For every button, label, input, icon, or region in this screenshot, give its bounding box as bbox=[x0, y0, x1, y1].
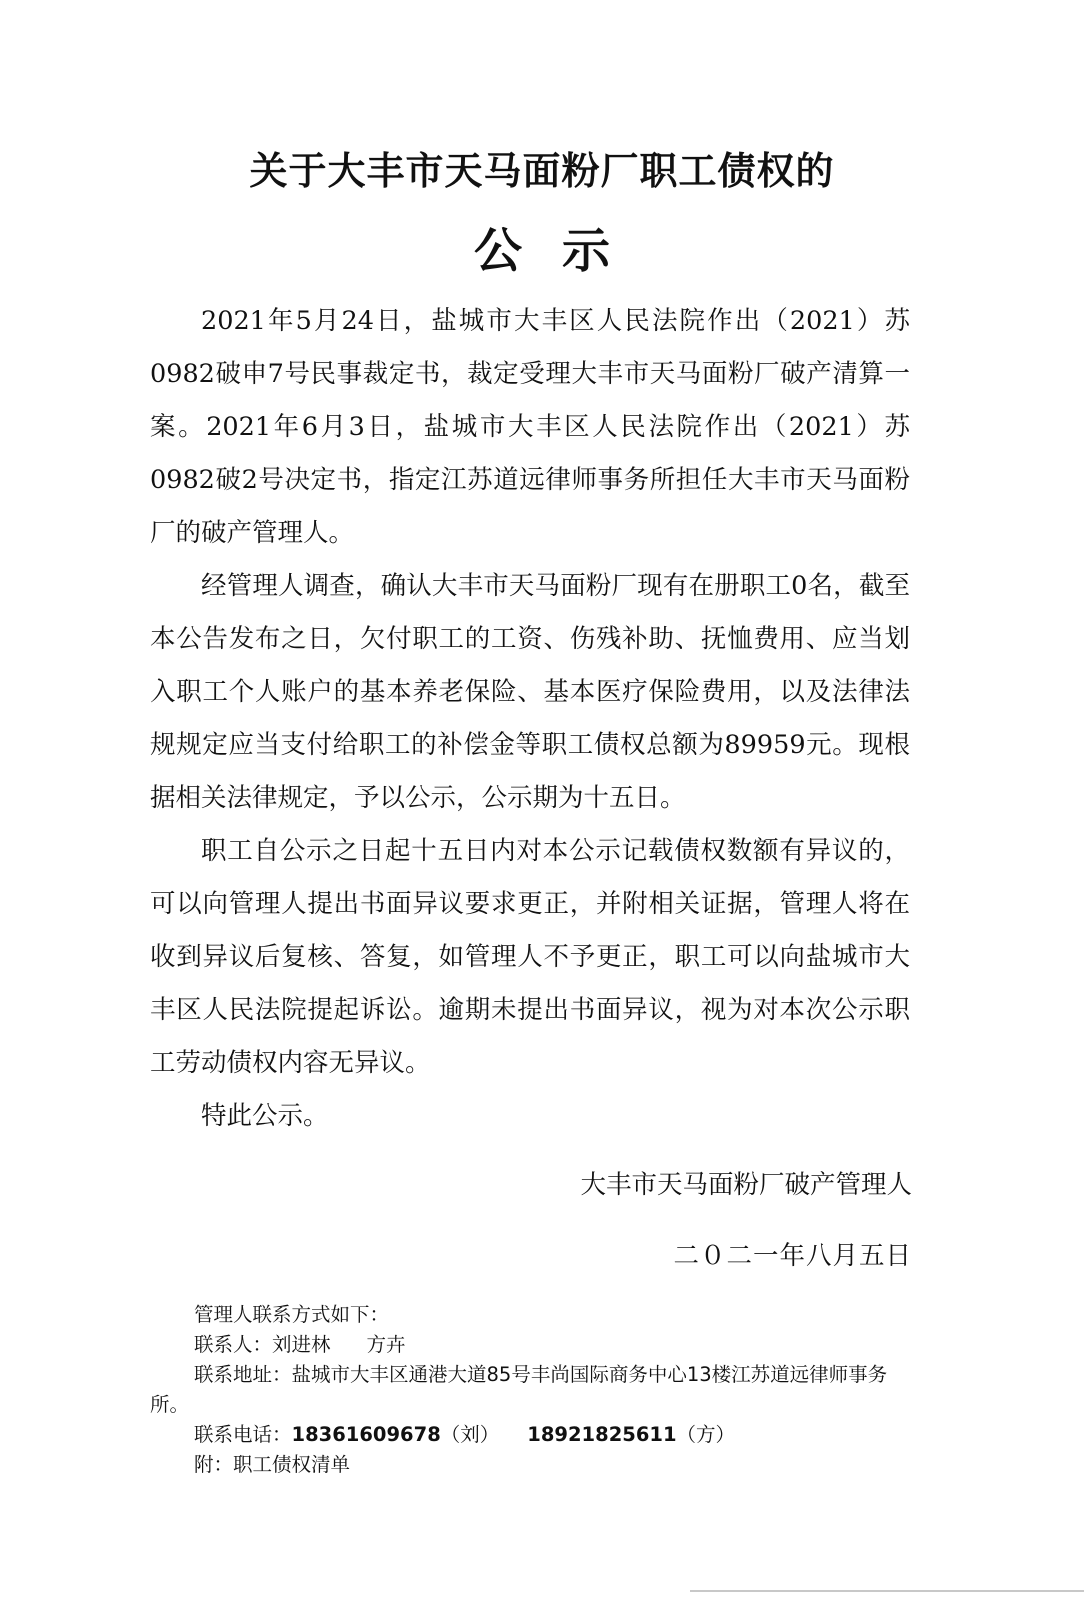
contact-address-row bbox=[150, 1360, 910, 1420]
contact-info bbox=[150, 1300, 910, 1480]
contact-heading: 管理人联系方式如下： bbox=[194, 1303, 390, 1326]
notice-body bbox=[150, 295, 910, 1143]
notice-title: 关于大丰市天马面粉厂职工债权的 bbox=[249, 148, 835, 193]
scan-edge-divider bbox=[690, 1590, 1084, 1592]
signature-date: 二０二一年八月五日 bbox=[673, 1241, 912, 1271]
attachment-value: 职工债权清单 bbox=[233, 1453, 351, 1476]
contact-phone-1-name: （刘） bbox=[440, 1423, 500, 1446]
contact-person-2: 方卉 bbox=[366, 1333, 406, 1356]
contact-phone-1: 18361609678 bbox=[291, 1423, 441, 1446]
contact-person-1: 刘进林 bbox=[272, 1333, 331, 1356]
contact-address-value: 盐城市大丰区通港大道85号丰尚国际商务中心13楼江苏道远律师事务所。 bbox=[150, 1363, 888, 1416]
contact-person-row bbox=[150, 1330, 910, 1360]
attachment-row bbox=[150, 1450, 910, 1480]
paragraph-closing: 特此公示。 bbox=[201, 1101, 329, 1131]
contact-address-label: 联系地址： bbox=[194, 1363, 292, 1386]
notice-heading: 公示 bbox=[473, 223, 650, 279]
paragraph-bankruptcy-acceptance: 2021年5月24日，盐城市大丰区人民法院作出（2021）苏0982破申7号民事裁定书，裁定受理大丰市天马面粉厂破产清算一案。2021年6月3日，盐城市大丰区人民法院作出（2021）苏0982破2号决定书，指定江苏道远律师事务所担任大丰市天马面粉厂的破产管理人。 bbox=[150, 306, 910, 548]
paragraph-objection-procedure: 职工自公示之日起十五日内对本公示记载债权数额有异议的，可以向管理人提出书面异议要求更正，并附相关证据，管理人将在收到异议后复核、答复，如管理人不予更正，职工可以向盐城市大丰区人民法院提起诉讼。逾期未提出书面异议，视为对本次公示职工劳动债权内容无异议。 bbox=[150, 836, 910, 1078]
signature-organization: 大丰市天马面粉厂破产管理人 bbox=[580, 1170, 912, 1200]
contact-phone-label: 联系电话： bbox=[194, 1423, 292, 1446]
paragraph-employee-claims: 经管理人调查，确认大丰市天马面粉厂现有在册职工0名，截至本公告发布之日，欠付职工的工资、伤残补助、抚恤费用、应当划入职工个人账户的基本养老保险、基本医疗保险费用，以及法律法规规定应当支付给职工的补偿金等职工债权总额为89959元。现根据相关法律规定，予以公示，公示期为十五日。 bbox=[150, 571, 910, 813]
contact-phone-2-name: （方） bbox=[676, 1423, 736, 1446]
contact-phone-2: 18921825611 bbox=[527, 1423, 677, 1446]
contact-person-label: 联系人： bbox=[194, 1333, 273, 1356]
attachment-label: 附： bbox=[194, 1453, 234, 1476]
contact-phone-row bbox=[150, 1420, 910, 1450]
